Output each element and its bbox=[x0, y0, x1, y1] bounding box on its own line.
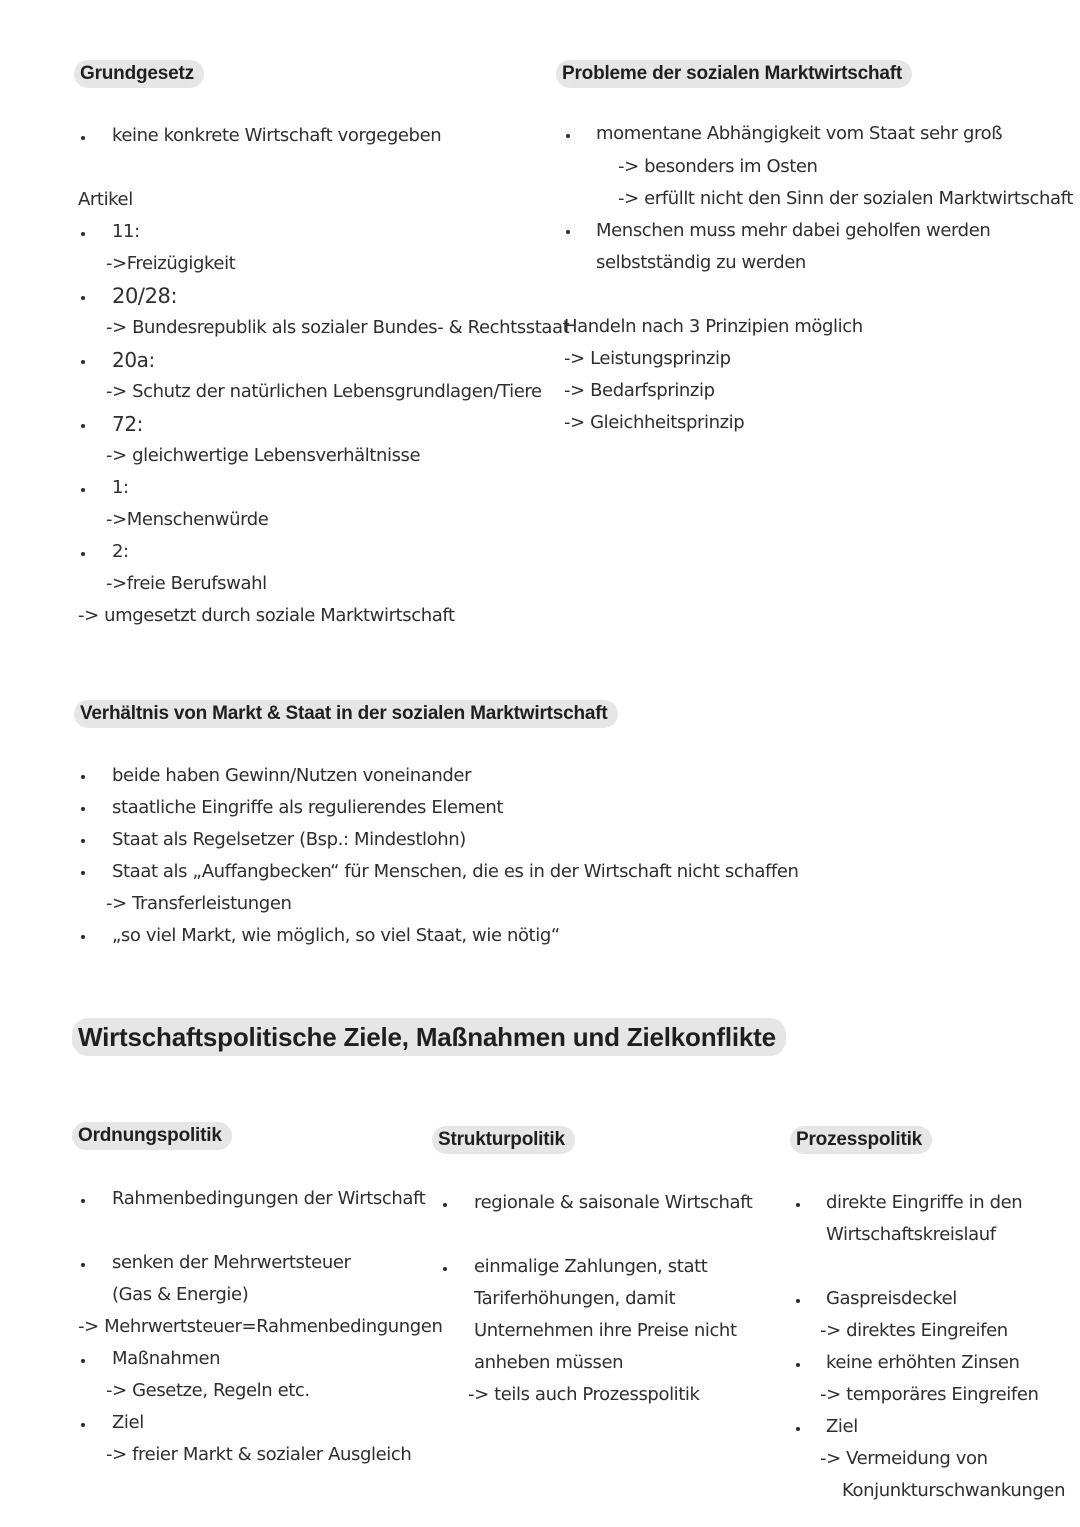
prozess-bullet-2: Gaspreisdeckel bbox=[826, 1288, 957, 1309]
probleme-sub-1: -> besonders im Osten bbox=[618, 156, 818, 177]
bullet bbox=[81, 775, 85, 779]
bullet bbox=[796, 1203, 800, 1207]
prozess-sub-3: -> temporäres Eingreifen bbox=[820, 1384, 1039, 1405]
bullet bbox=[443, 1267, 447, 1271]
section-title-verhaeltnis: Verhältnis von Markt & Staat in der sozialen Marktwirtschaft bbox=[74, 700, 618, 728]
prozess-bullet-1-line-1: direkte Eingriffe in den bbox=[826, 1192, 1023, 1213]
struktur-bullet-2-line-2: Tariferhöhungen, damit bbox=[474, 1288, 676, 1309]
probleme-bullet-1: momentane Abhängigkeit vom Staat sehr groß bbox=[596, 123, 1003, 144]
bullet bbox=[81, 232, 85, 236]
artikel-number: 2: bbox=[112, 541, 129, 562]
verhaeltnis-sub: -> Transferleistungen bbox=[106, 893, 292, 914]
bullet bbox=[81, 839, 85, 843]
bullet bbox=[81, 296, 85, 300]
verhaeltnis-bullet-2: staatliche Eingriffe als regulierendes Element bbox=[112, 797, 504, 818]
grundgesetz-intro: keine konkrete Wirtschaft vorgegeben bbox=[112, 125, 442, 146]
bullet bbox=[796, 1299, 800, 1303]
artikel-description: ->Freizügigkeit bbox=[106, 253, 236, 274]
ordnung-bullet-1: Rahmenbedingungen der Wirtschaft bbox=[112, 1188, 426, 1209]
artikel-label: Artikel bbox=[78, 189, 133, 210]
prozess-bullet-1-line-2: Wirtschaftskreislauf bbox=[826, 1224, 996, 1245]
verhaeltnis-bullet-3: Staat als Regelsetzer (Bsp.: Mindestlohn) bbox=[112, 829, 466, 850]
bullet bbox=[81, 1423, 85, 1427]
bullet bbox=[81, 871, 85, 875]
struktur-arrow: -> teils auch Prozesspolitik bbox=[468, 1384, 700, 1405]
prozess-bullet-4: Ziel bbox=[826, 1416, 858, 1437]
verhaeltnis-bullet-1: beide haben Gewinn/Nutzen voneinander bbox=[112, 765, 472, 786]
artikel-number: 20a: bbox=[112, 348, 155, 372]
prozess-sub-4-line-2: Konjunkturschwankungen bbox=[842, 1480, 1066, 1501]
bullet bbox=[443, 1203, 447, 1207]
bullet bbox=[81, 488, 85, 492]
bullet bbox=[566, 134, 570, 138]
ordnung-bullet-3: Maßnahmen bbox=[112, 1348, 221, 1369]
struktur-bullet-2-line-4: anheben müssen bbox=[474, 1352, 624, 1373]
bullet bbox=[81, 1359, 85, 1363]
artikel-description: -> Bundesrepublik als sozialer Bundes- & Rechtsstaat bbox=[106, 317, 570, 338]
struktur-bullet-2-line-3: Unternehmen ihre Preise nicht bbox=[474, 1320, 737, 1341]
bullet bbox=[796, 1363, 800, 1367]
bullet bbox=[81, 360, 85, 364]
prinzipien-intro: Handeln nach 3 Prinzipien möglich bbox=[564, 316, 863, 337]
ordnung-bullet-4: Ziel bbox=[112, 1412, 144, 1433]
prinzip-2: -> Bedarfsprinzip bbox=[564, 380, 715, 401]
bullet bbox=[796, 1427, 800, 1431]
artikel-description: -> gleichwertige Lebensverhältnisse bbox=[106, 445, 421, 466]
bullet bbox=[81, 424, 85, 428]
prozess-bullet-3: keine erhöhten Zinsen bbox=[826, 1352, 1020, 1373]
artikel-description: -> Schutz der natürlichen Lebensgrundlagen/Tiere bbox=[106, 381, 542, 402]
artikel-description: ->Menschenwürde bbox=[106, 509, 269, 530]
struktur-bullet-2-line-1: einmalige Zahlungen, statt bbox=[474, 1256, 708, 1277]
bullet bbox=[81, 935, 85, 939]
struktur-bullet-1: regionale & saisonale Wirtschaft bbox=[474, 1192, 753, 1213]
section-title-grundgesetz: Grundgesetz bbox=[74, 60, 204, 88]
prozess-sub-2: -> direktes Eingreifen bbox=[820, 1320, 1008, 1341]
artikel-description: ->freie Berufswahl bbox=[106, 573, 267, 594]
probleme-bullet-2-line-2: selbstständig zu werden bbox=[596, 252, 806, 273]
verhaeltnis-bullet-4: Staat als „Auffangbecken“ für Menschen, die es in der Wirtschaft nicht schaffen bbox=[112, 861, 799, 882]
probleme-sub-2: -> erfüllt nicht den Sinn der sozialen Marktwirtschaft bbox=[618, 188, 1073, 209]
artikel-number: 11: bbox=[112, 221, 140, 242]
section-title-ordnungspolitik: Ordnungspolitik bbox=[72, 1122, 232, 1150]
prozess-sub-4-line-1: -> Vermeidung von bbox=[820, 1448, 988, 1469]
artikel-number: 20/28: bbox=[112, 284, 178, 308]
artikel-number: 72: bbox=[112, 412, 143, 436]
bullet bbox=[81, 1199, 85, 1203]
bullet bbox=[81, 136, 85, 140]
bullet bbox=[81, 1263, 85, 1267]
probleme-bullet-2-line-1: Menschen muss mehr dabei geholfen werden bbox=[596, 220, 991, 241]
bullet bbox=[81, 552, 85, 556]
section-title-strukturpolitik: Strukturpolitik bbox=[432, 1126, 575, 1154]
section-title-probleme: Probleme der sozialen Marktwirtschaft bbox=[556, 60, 912, 88]
ordnung-sub-3: -> Gesetze, Regeln etc. bbox=[106, 1380, 310, 1401]
artikel-number: 1: bbox=[112, 477, 129, 498]
ordnung-arrow: -> Mehrwertsteuer=Rahmenbedingungen bbox=[78, 1316, 443, 1337]
bullet bbox=[81, 807, 85, 811]
ordnung-sub-4: -> freier Markt & sozialer Ausgleich bbox=[106, 1444, 412, 1465]
ordnung-bullet-2-line-1: senken der Mehrwertsteuer bbox=[112, 1252, 351, 1273]
bullet bbox=[566, 230, 570, 234]
prinzip-3: -> Gleichheitsprinzip bbox=[564, 412, 745, 433]
verhaeltnis-bullet-5: „so viel Markt, wie möglich, so viel Staat, wie nötig“ bbox=[112, 925, 560, 946]
grundgesetz-conclusion: -> umgesetzt durch soziale Marktwirtschaft bbox=[78, 605, 455, 626]
section-title-prozesspolitik: Prozesspolitik bbox=[790, 1126, 932, 1154]
prinzip-1: -> Leistungsprinzip bbox=[564, 348, 731, 369]
main-heading: Wirtschaftspolitische Ziele, Maßnahmen und Zielkonflikte bbox=[72, 1018, 786, 1056]
ordnung-bullet-2-line-2: (Gas & Energie) bbox=[112, 1284, 249, 1305]
